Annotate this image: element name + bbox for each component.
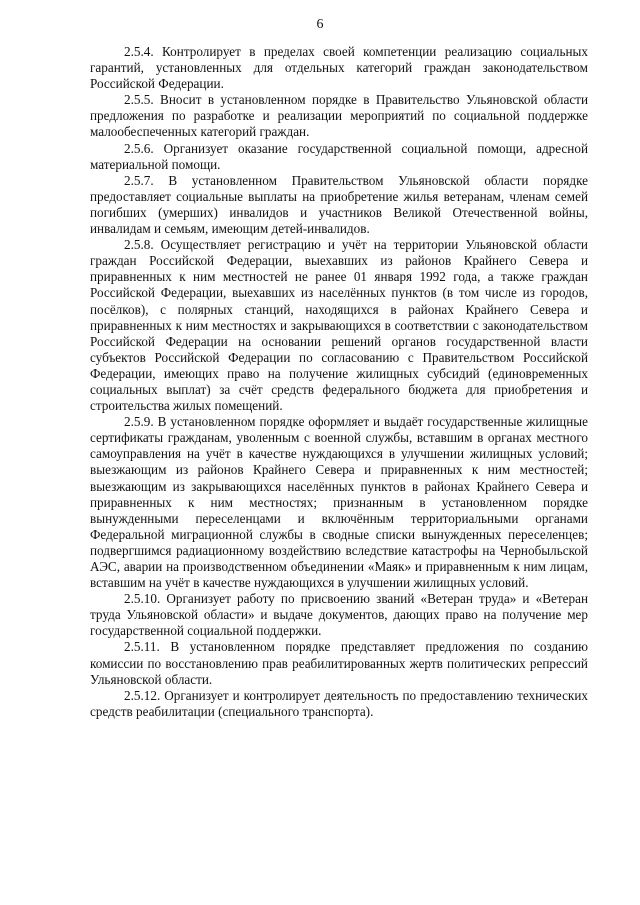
document-body — [90, 44, 588, 720]
paragraph-2-5-11: 2.5.11. В установленном порядке представляет предложения по созданию комиссии по восстановлению прав реабилитированных жертв политических репрессий Ульяновской области. — [90, 639, 588, 687]
paragraph-2-5-12: 2.5.12. Организует и контролирует деятельность по предоставлению технических средств реабилитации (специального транспорта). — [90, 687, 588, 719]
paragraph-2-5-8: 2.5.8. Осуществляет регистрацию и учёт на территории Ульяновской области граждан Российской Федерации, выехавших из районов Крайнего Севера и приравненных к ним местностей не ранее 01 января 1992 года, а также граждан Российской Федерации, выехавших из населённых пунктов (в том числе из городов, посёлков), с полярных станций, находящихся в районах Крайнего Севера и приравненных к ним местностях и закрывающихся в соответствии с законодательством Российской Федерации на основании решений органов государственной власти субъектов Российской Федерации по согласованию с Правительством Российской Федерации, имеющих право на получение жилищных субсидий (единовременных социальных выплат) за счёт средств федерального бюджета для приобретения и строительства жилых помещений. — [90, 237, 588, 414]
paragraph-2-5-5: 2.5.5. Вносит в установленном порядке в Правительство Ульяновской области предложения по разработке и реализации мероприятий по социальной поддержке малообеспеченных категорий граждан. — [90, 92, 588, 140]
paragraph-2-5-6: 2.5.6. Организует оказание государственной социальной помощи, адресной материальной помощи. — [90, 140, 588, 172]
paragraph-2-5-10: 2.5.10. Организует работу по присвоению званий «Ветеран труда» и «Ветеран труда Ульяновской области» и выдаче документов, дающих право на получение мер государственной социальной поддержки. — [90, 591, 588, 639]
paragraph-2-5-4: 2.5.4. Контролирует в пределах своей компетенции реализацию социальных гарантий, установленных для отдельных категорий граждан законодательством Российской Федерации. — [90, 44, 588, 92]
paragraph-2-5-9: 2.5.9. В установленном порядке оформляет и выдаёт государственные жилищные сертификаты гражданам, уволенным с военной службы, вставшим в органах местного самоуправления на учёт в качестве нуждающихся в улучшении жилищных условий; выезжающим из районов Крайнего Севера и приравненных к ним местностей; выезжающим из закрывающихся населённых пунктов в районах Крайнего Севера и приравненных к ним местностях; признанным в установленном порядке вынужденными переселенцами и включённым территориальными органами Федеральной миграционной службы в сводные списки вынужденных переселенцев; подвергшимся радиационному воздействию вследствие катастрофы на Чернобыльской АЭС, аварии на производственном объединении «Маяк» и приравненным к ним лицам, вставшим на учёт в качестве нуждающихся в улучшении жилищных условий. — [90, 414, 588, 591]
page-number: 6 — [316, 17, 324, 32]
paragraph-2-5-7: 2.5.7. В установленном Правительством Ульяновской области порядке предоставляет социальные выплаты на приобретение жилья ветеранам, членам семей погибших (умерших) инвалидов и участников Великой Отечественной войны, инвалидам и семьям, имеющим детей-инвалидов. — [90, 172, 588, 237]
